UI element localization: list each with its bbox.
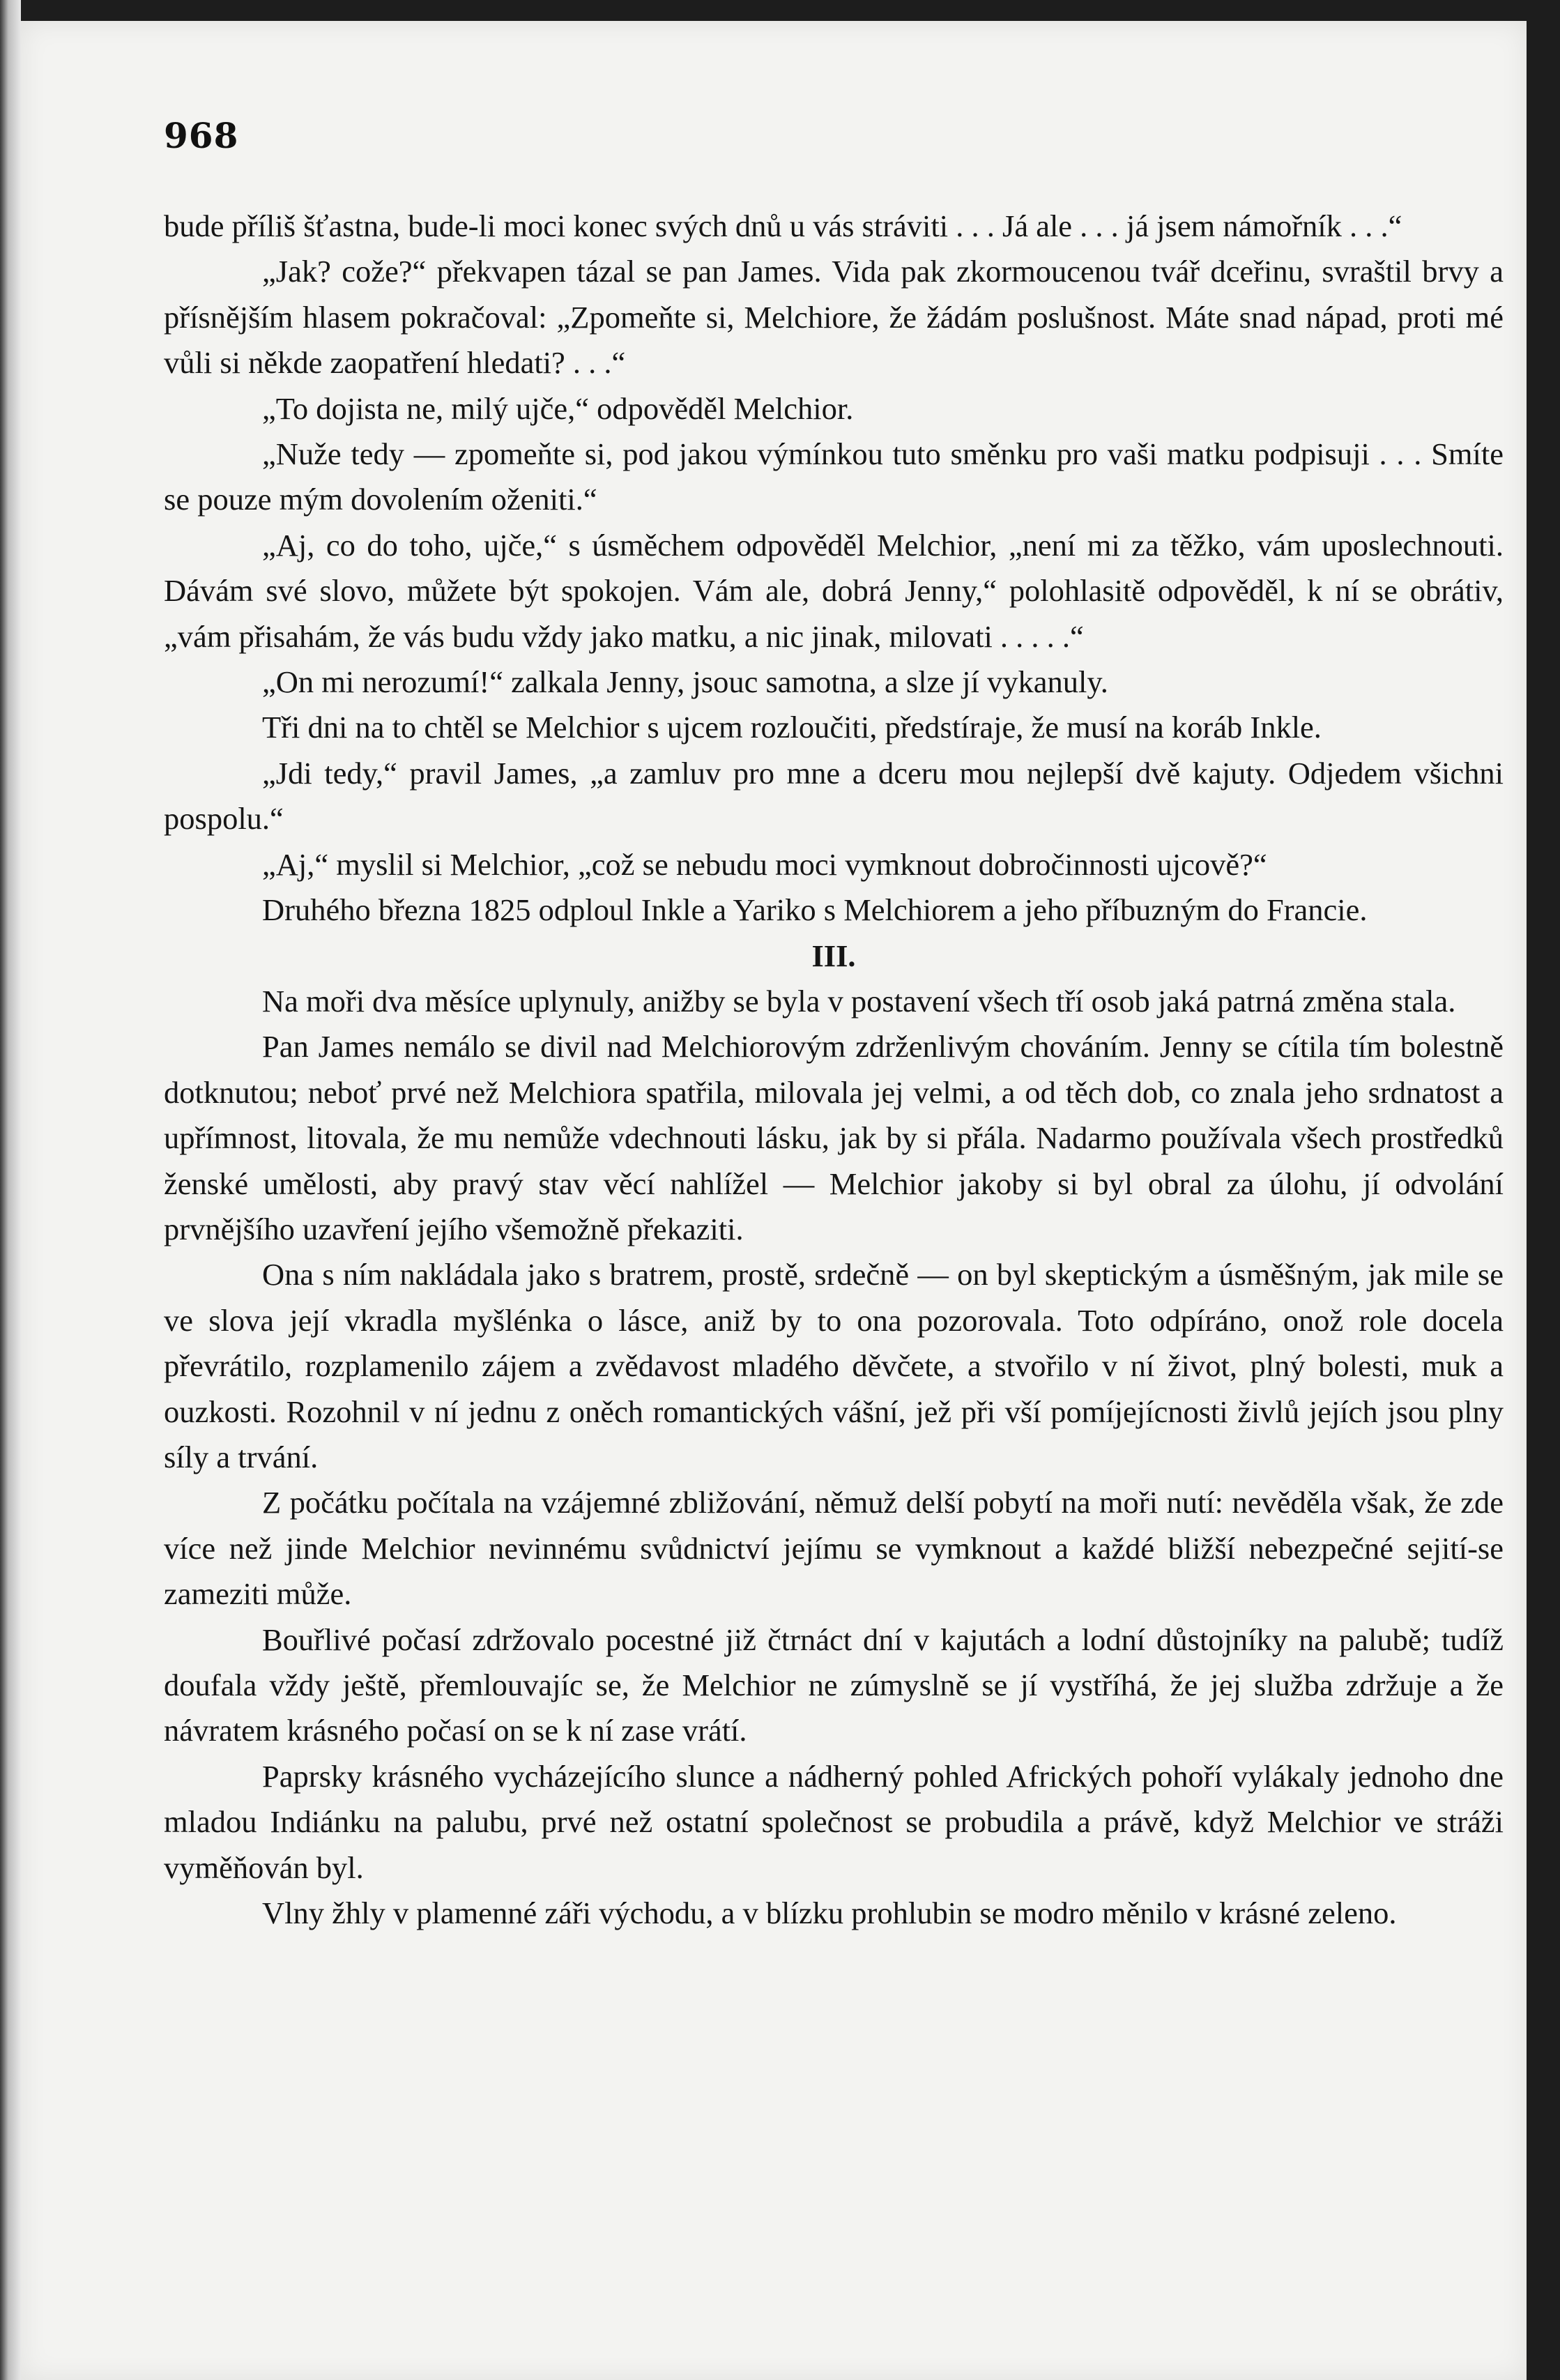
paragraph: „Jak? cože?“ překvapen tázal se pan James. Vida pak zkormoucenou tvář dceřinu, svraštil brvy a přísnějším hlasem pokračoval: „Zpomeňte si, Melchiore, že žádám poslušnost. Máte snad nápad, proti mé vůli si někde zaopatření hledati? . . .“ [164, 254, 1504, 381]
paragraph: bude příliš šťastna, bude-li moci konec svých dnů u vás stráviti . . . Já ale . . . já jsem námořník . . .“ [164, 208, 1402, 243]
paragraph: „Aj,“ myslil si Melchior, „což se nebudu moci vymknout dobročinnosti ujcově?“ [262, 846, 1267, 882]
section-after [164, 979, 1504, 1937]
book-page [21, 21, 1527, 2380]
paragraph: Paprsky krásného vycházejícího slunce a nádherný pohled Afrických pohoří vylákaly jednoho dne mladou Indiánku na palubu, prvé než ostatní společnost se probudila a právě, když Melchior ve stráži vyměňován byl. [164, 1758, 1504, 1885]
section-before [164, 204, 1504, 933]
page-number: 968 [164, 115, 239, 156]
chapter-heading: III. [811, 938, 856, 973]
paragraph: Na moři dva měsíce uplynuly, anižby se byla v postavení všech tří osob jaká patrná změna stala. [262, 983, 1456, 1019]
paragraph: Pan James nemálo se divil nad Melchiorovým zdrženlivým chováním. Jenny se cítila tím bolestně dotknutou; neboť prvé než Melchiora spatřila, milovala jej velmi, a od těch dob, co znala jeho srdnatost a upřímnost, litovala, že mu nemůže vdechnouti lásku, jak by si přála. Nadarmo používala všech prostředků ženské umělosti, aby pravý stav věcí nahlížel — Melchior jakoby si byl obral za úlohu, jí odvolání prvnějšího uzavření jejího všemožně překaziti. [164, 1029, 1504, 1246]
paragraph: Druhého března 1825 odploul Inkle a Yariko s Melchiorem a jeho příbuzným do Francie. [262, 892, 1368, 928]
paragraph: Z počátku počítala na vzájemné zbližování, němuž delší pobytí na moři nutí: nevěděla však, že zde více než jinde Melchior nevinnému svůdnictví jejímu se vymknout a každé bližší nebezpečné sejití-se zameziti může. [164, 1485, 1504, 1612]
paragraph: Tři dni na to chtěl se Melchior s ujcem rozloučiti, předstíraje, že musí na koráb Inkle. [262, 710, 1322, 745]
paragraph: „To dojista ne, milý ujče,“ odpověděl Melchior. [262, 390, 854, 426]
paragraph: Ona s ním nakládala jako s bratrem, prostě, srdečně — on byl skeptickým a úsměšným, jak mile se ve slova její vkradla myšlénka o lásce, aniž by to ona pozorovala. Toto odpíráno, onož role docela převrátilo, rozplamenilo zájem a zvědavost mladého děvčete, a stvořilo v ní život, plný bolesti, muk a ouzkosti. Rozohnil v ní jednu z oněch romantických vášní, jež při vší pomíjejícnosti živlů jejích jsou plny síly a trvání. [164, 1257, 1504, 1474]
paragraph: „Aj, co do toho, ujče,“ s úsměchem odpověděl Melchior, „není mi za těžko, vám uposlechnouti. Dávám své slovo, můžete být spokojen. Vám ale, dobrá Jenny,“ polohlasitě odpověděl, k ní se obrátiv, „vám přisahám, že vás budu vždy jako matku, a nic jinak, milovati . . . . .“ [164, 527, 1504, 654]
body-text [164, 204, 1504, 1936]
paragraph: Vlny žhly v plamenné záři východu, a v blízku prohlubin se modro měnilo v krásné zeleno. [262, 1895, 1397, 1931]
paragraph: „Nuže tedy — zpomeňte si, pod jakou výmínkou tuto směnku pro vaši matku podpisuji . . . Smíte se pouze mým dovolením oženiti.“ [164, 436, 1504, 517]
paragraph: Bouřlivé počasí zdržovalo pocestné již čtrnáct dní v kajutách a lodní důstojníky na palubě; tudíž doufala vždy ještě, přemlouvajíc se, že Melchior ne zúmyslně se jí vystříhá, že jej služba zdržuje a že návratem krásného počasí on se k ní zase vrátí. [164, 1622, 1504, 1748]
scan-edge [0, 0, 21, 2380]
paragraph: „On mi nerozumí!“ zalkala Jenny, jsouc samotna, a slze jí vykanuly. [262, 664, 1108, 700]
paragraph: „Jdi tedy,“ pravil James, „a zamluv pro mne a dceru mou nejlepší dvě kajuty. Odjedem všichni pospolu.“ [164, 755, 1504, 837]
